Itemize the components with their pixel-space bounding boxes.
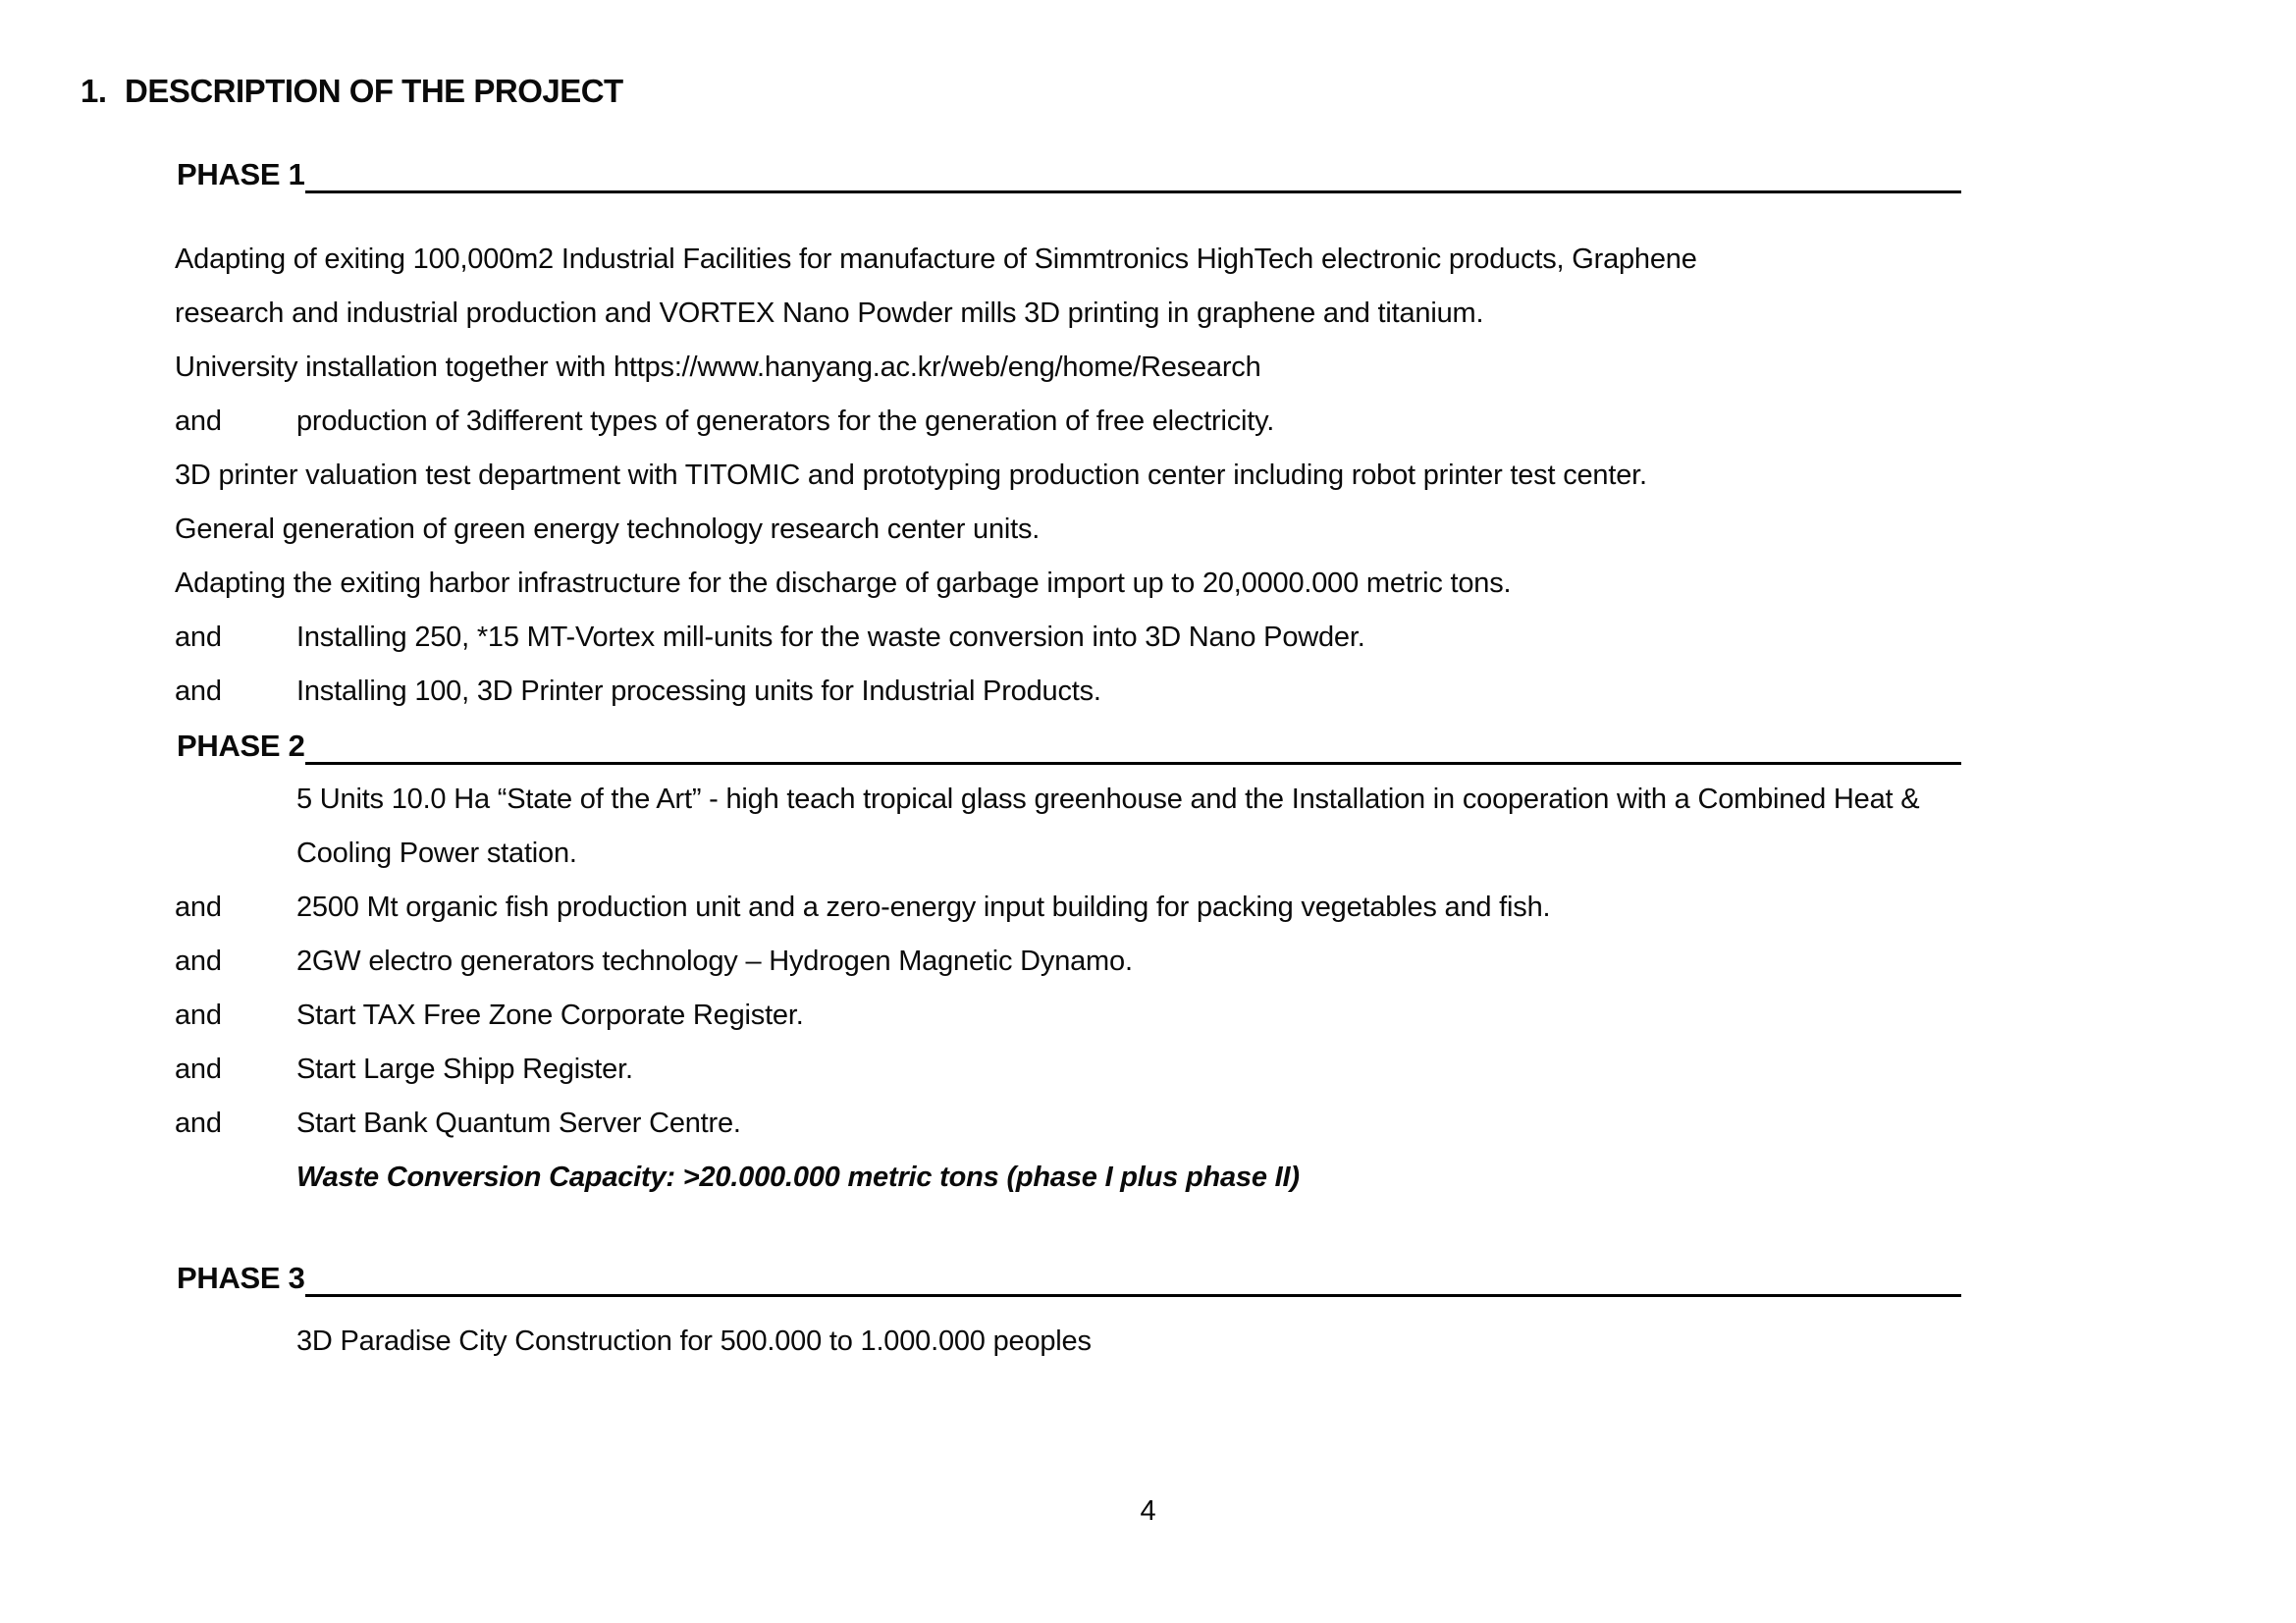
text-line [175, 935, 2296, 989]
and-prefix: and [175, 1054, 222, 1085]
phase1-label: PHASE 1 [177, 157, 305, 191]
line-text: 2500 Mt organic fish production unit and a zero-energy input building for packing vegetables and fish. [296, 892, 1551, 923]
section-heading [80, 73, 623, 110]
text-line [175, 287, 2296, 341]
line-text: Cooling Power station. [296, 838, 577, 869]
line-text: Waste Conversion Capacity: >20.000.000 metric tons (phase I plus phase II) [296, 1162, 1300, 1193]
and-prefix: and [175, 1000, 222, 1031]
phase1-body [175, 233, 2296, 719]
text-line [175, 395, 2296, 449]
section-number: 1. [80, 73, 107, 109]
phase3-label: PHASE 3 [177, 1261, 305, 1295]
line-text: 2GW electro generators technology – Hydrogen Magnetic Dynamo. [296, 946, 1133, 977]
text-line [175, 341, 2296, 395]
text-line [175, 1043, 2296, 1097]
line-text: University installation together with [175, 352, 614, 383]
line-text: Start Bank Quantum Server Centre. [296, 1108, 741, 1139]
phase2-heading [177, 719, 1961, 773]
phase3-heading [177, 1251, 1961, 1305]
phase1-underscore-rule [305, 147, 1961, 193]
and-prefix: and [175, 622, 222, 653]
waste-conversion-note [175, 1151, 2296, 1205]
text-line [175, 557, 2296, 611]
line-text: Start TAX Free Zone Corporate Register. [296, 1000, 804, 1031]
and-prefix: and [175, 676, 222, 707]
line-text: production of 3different types of generators for the generation of free electricity. [296, 406, 1275, 437]
line-text: 3D printer valuation test department with TITOMIC and prototyping production center including robot printer test center. [175, 460, 1647, 491]
and-prefix: and [175, 946, 222, 977]
line-text: research and industrial production and VORTEX Nano Powder mills 3D printing in graphene and titanium. [175, 298, 1484, 329]
text-line [175, 611, 2296, 665]
line-text: Installing 250, *15 MT-Vortex mill-units for the waste conversion into 3D Nano Powder. [296, 622, 1365, 653]
line-text: 3D Paradise City Construction for 500.000 to 1.000.000 peoples [296, 1325, 1092, 1357]
research-url[interactable]: https://www.hanyang.ac.kr/web/eng/home/Research [613, 352, 1261, 383]
and-prefix: and [175, 406, 222, 437]
page-number: 4 [1140, 1495, 1156, 1527]
text-line [175, 449, 2296, 503]
line-text: Start Large Shipp Register. [296, 1054, 633, 1085]
text-line [175, 233, 2296, 287]
phase2-underscore-rule [305, 719, 1961, 765]
line-text: Adapting of exiting 100,000m2 Industrial Facilities for manufacture of Simmtronics HighTech electronic products, Graphene [175, 243, 1697, 275]
phase3-underscore-rule [305, 1251, 1961, 1297]
line-text: 5 Units 10.0 Ha “State of the Art” - high teach tropical glass greenhouse and the Installation in cooperation with a Combined Heat & [296, 784, 1920, 815]
phase2-label: PHASE 2 [177, 729, 305, 763]
phase3-body [175, 1315, 2296, 1369]
and-prefix: and [175, 1108, 222, 1139]
text-line [175, 503, 2296, 557]
phase2-body [175, 773, 2296, 1205]
line-text: Adapting the exiting harbor infrastructure for the discharge of garbage import up to 20,0000.000 metric tons. [175, 568, 1512, 599]
phase1-heading [177, 147, 1961, 201]
section-title: DESCRIPTION OF THE PROJECT [125, 73, 623, 109]
text-line [175, 1097, 2296, 1151]
text-line [175, 881, 2296, 935]
line-text: Installing 100, 3D Printer processing units for Industrial Products. [296, 676, 1101, 707]
line-text: General generation of green energy technology research center units. [175, 514, 1041, 545]
text-line [175, 773, 2296, 827]
and-prefix: and [175, 892, 222, 923]
text-line [175, 665, 2296, 719]
text-line [175, 1315, 2296, 1369]
text-line [175, 827, 2296, 881]
text-line [175, 989, 2296, 1043]
